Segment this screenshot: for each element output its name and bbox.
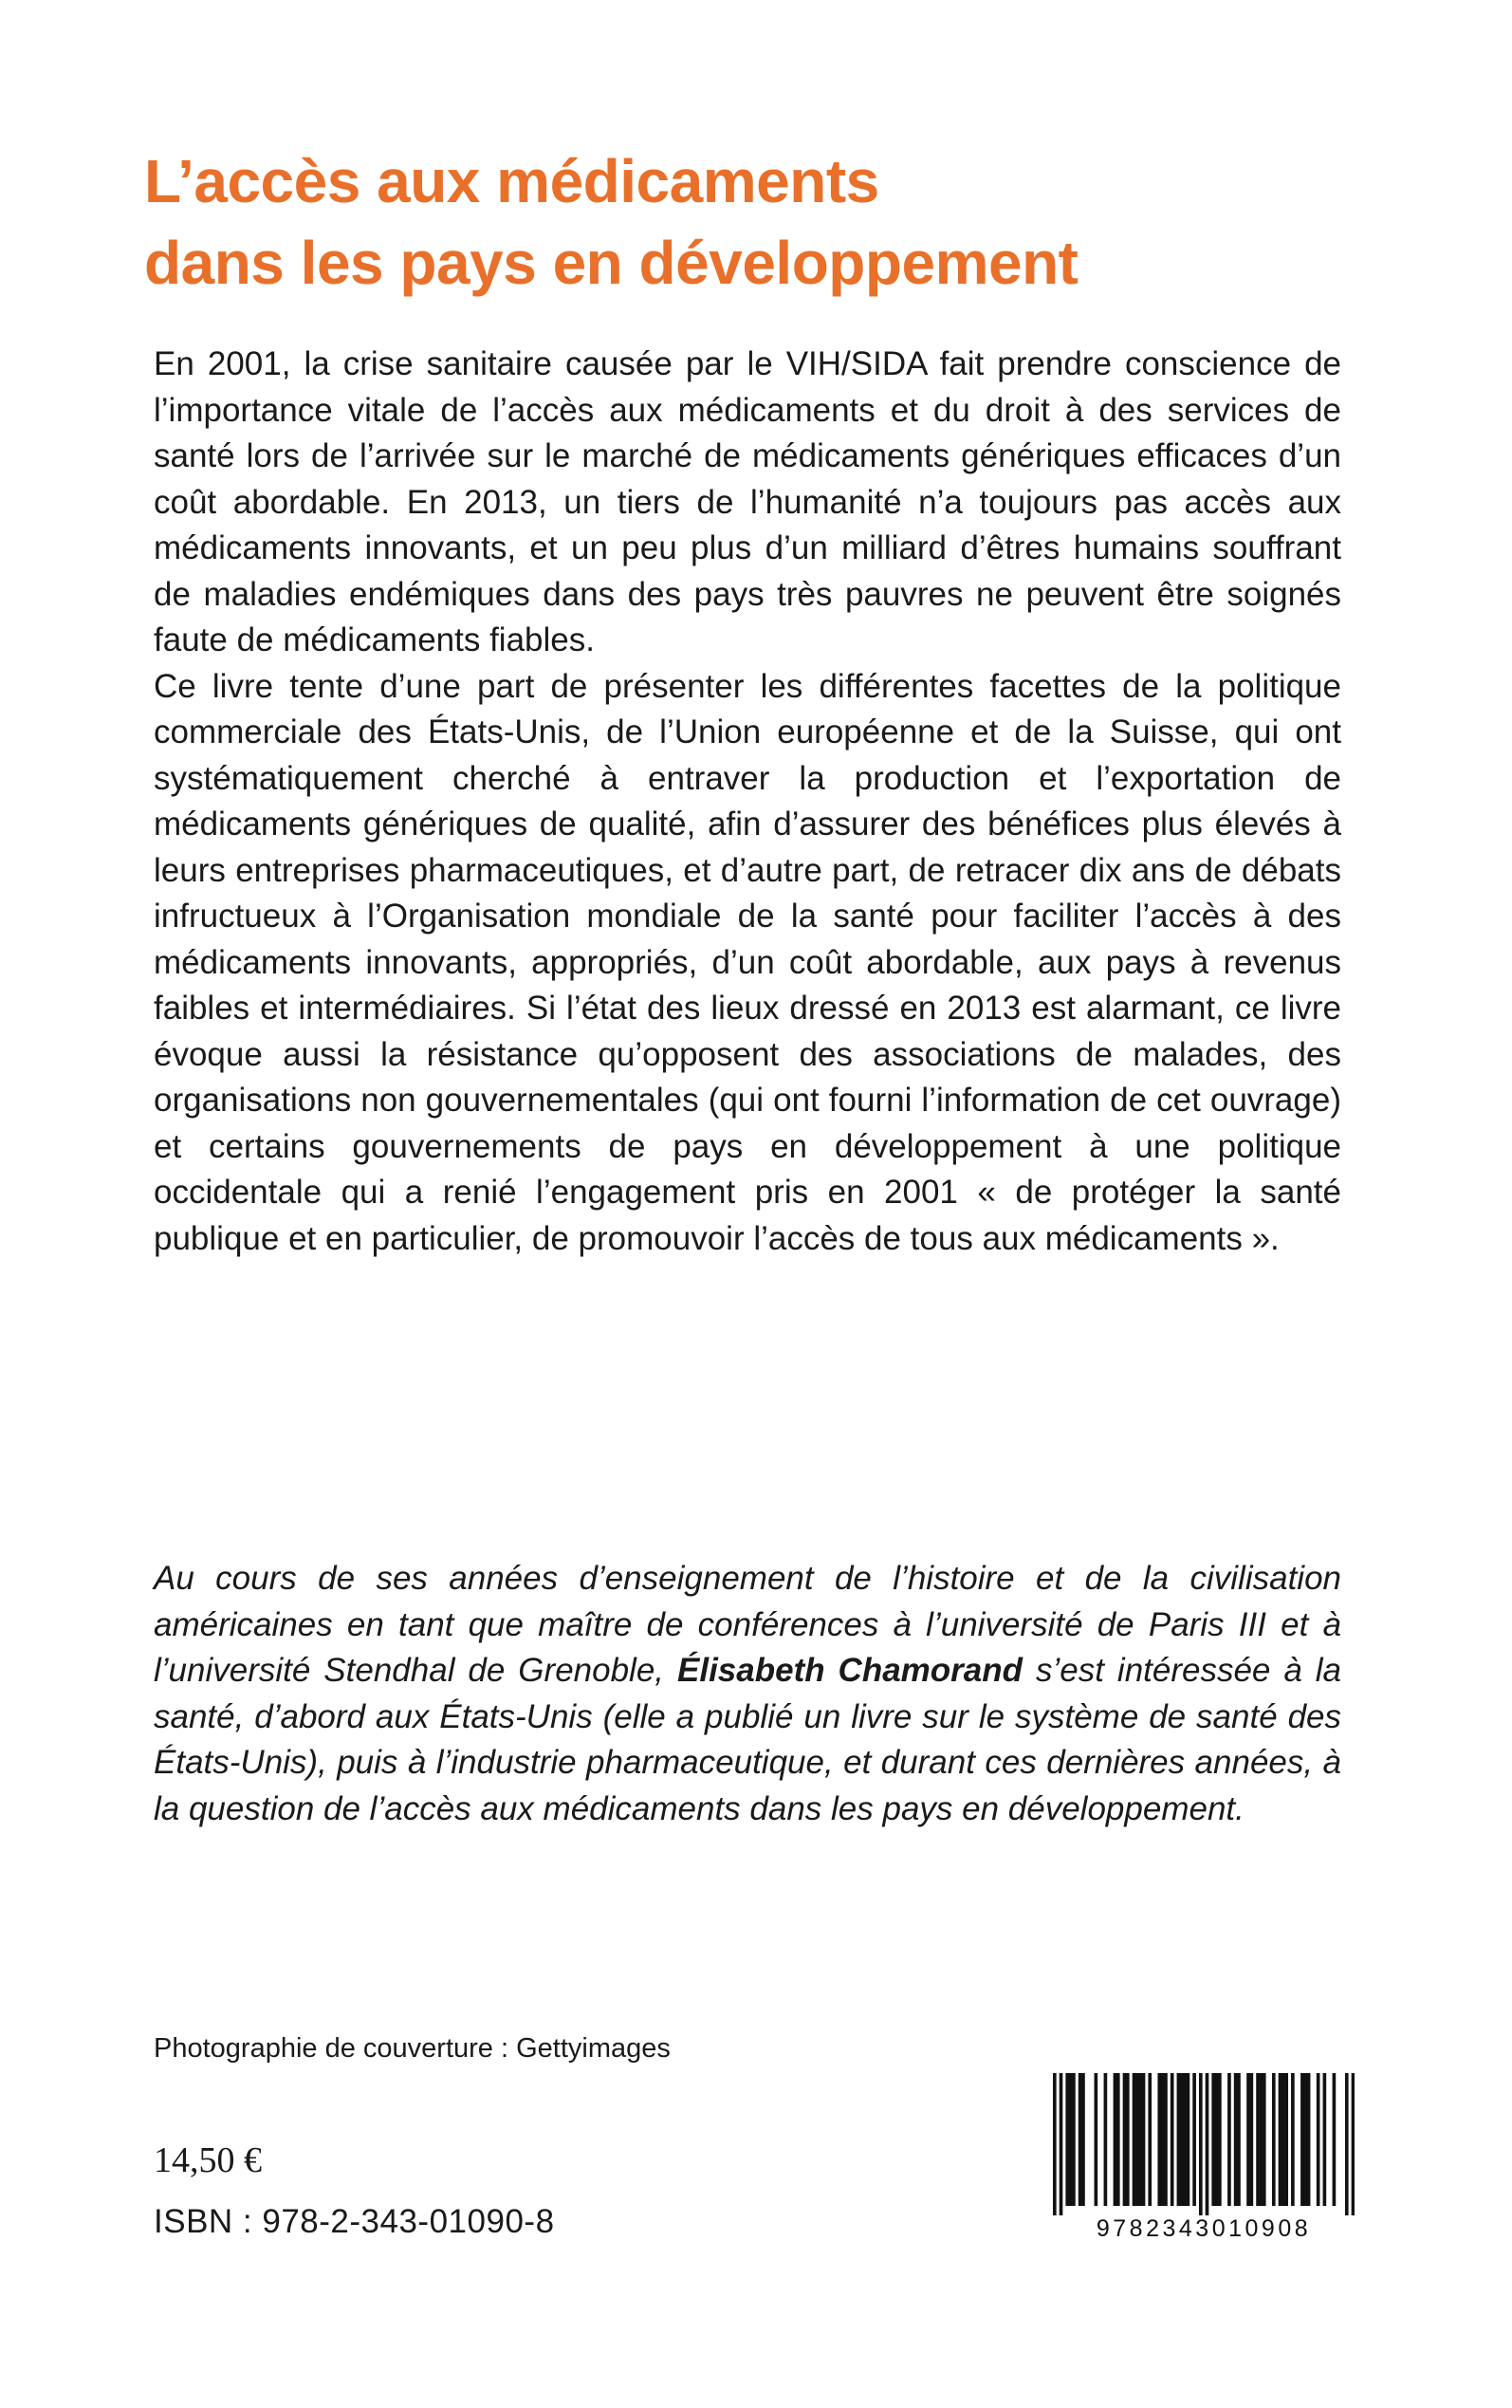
barcode-bar	[1171, 2073, 1174, 2206]
barcode-bar	[1284, 2073, 1288, 2206]
barcode-bar	[1303, 2073, 1307, 2206]
barcode-bar	[1069, 2073, 1073, 2206]
barcode-bar	[1300, 2073, 1304, 2206]
barcode-bar	[1164, 2073, 1168, 2206]
barcode-bar	[1114, 2073, 1117, 2206]
barcode-bar	[1126, 2073, 1130, 2206]
barcode-bar	[1079, 2073, 1082, 2206]
barcode-bar	[1250, 2073, 1254, 2206]
barcode-bar	[1272, 2073, 1276, 2206]
barcode-bar	[1161, 2073, 1165, 2206]
title-line-1: L’accès aux médicaments	[144, 147, 879, 215]
barcode-bar	[1199, 2073, 1203, 2215]
barcode-bar	[1345, 2073, 1349, 2215]
barcode-bar	[1206, 2073, 1209, 2215]
author-name: Élisabeth Chamorand	[677, 1652, 1023, 1689]
barcode-bar	[1183, 2073, 1187, 2206]
barcode-bar	[1215, 2073, 1219, 2206]
barcode-bar	[1095, 2073, 1098, 2206]
barcode-bar	[1060, 2073, 1063, 2215]
barcode-bar	[1180, 2073, 1184, 2206]
barcode-bar	[1333, 2073, 1337, 2206]
barcode-bar	[1157, 2073, 1161, 2206]
barcode-bar	[1072, 2073, 1076, 2206]
bio-text-after-name: s’est intéressée à la santé, d’abord aux États-Unis (elle a publié un livre sur le système de santé des États-Unis), puis à l’industrie pharmaceutique, et durant ces dernières années, à la question de l’accès aux médicaments dans les pays en développement.	[154, 1652, 1342, 1827]
barcode-bar	[1135, 2073, 1139, 2206]
photo-credit: Photographie de couverture : Gettyimages	[154, 2033, 671, 2064]
title-line-2: dans les pays en développement	[144, 229, 1079, 297]
barcode-bar	[1282, 2073, 1285, 2206]
barcode-bar	[1123, 2073, 1127, 2206]
barcode-bar	[1187, 2073, 1190, 2206]
barcode-bar	[1317, 2073, 1320, 2206]
barcode-bar	[1234, 2073, 1238, 2206]
author-bio	[154, 1556, 1341, 1832]
blurb-paragraph-2: Ce livre tente d’une part de présenter les différentes facettes de la politique commerciale des États-Unis, de l’Union européenne et de la Suisse, qui ont systématiquement cherché à entraver la production et l’exportation de médicaments génériques de qualité, afin d’assurer des bénéfices plus élevés à leurs entreprises pharmaceutiques, et d’autre part, de retracer dix ans de débats infructueux à l’Organisation mondiale de la santé pour faciliter l’accès à des médicaments innovants, appropriés, d’un coût abordable, aux pays à revenus faibles et intermédiaires. Si l’état des lieux dressé en 2013 est alarmant, ce livre évoque aussi la résistance qu’opposent des associations de malades, des organisations non gouvernementales (qui ont fourni l’information de cet ouvrage) et certains gouvernements de pays en développement à une politique occidentale qui a renié l’engagement pris en 2001 « de protéger la santé publique et en particulier, de promouvoir l’accès de tous aux médicaments ».	[154, 667, 1341, 1257]
barcode-bar	[1218, 2073, 1222, 2206]
blurb	[154, 342, 1341, 1262]
barcode-bar	[1065, 2073, 1069, 2206]
barcode-bar	[1256, 2073, 1260, 2206]
blurb-paragraph-1: En 2001, la crise sanitaire causée par le VIH/SIDA fait prendre conscience de l’importance vitale de l’accès aux médicaments et du droit à des services de santé lors de l’arrivée sur le marché de médicaments génériques efficaces d’un coût abordable. En 2013, un tiers de l’humanité n’a toujours pas accès aux médicaments innovants, et un peu plus d’un milliard d’êtres humains souffrant de maladies endémiques dans des pays très pauvres ne peuvent être soignés faute de médicaments fiables.	[154, 345, 1341, 658]
barcode-bar	[1133, 2073, 1136, 2206]
barcode-bar	[1081, 2073, 1085, 2206]
book-title	[144, 140, 1358, 304]
barcode-bar	[1148, 2073, 1152, 2206]
barcode-bar	[1307, 2073, 1311, 2206]
bio-text-before-name: Au cours de ses années d’enseignement de l’histoire et de la civilisation américaines en tant que maître de conférences à l’université de Paris III et à l’université Stendhal de Grenoble,	[154, 1560, 1341, 1689]
isbn: ISBN : 978-2-343-01090-8	[154, 2203, 555, 2240]
barcode-bar	[1279, 2073, 1282, 2206]
barcode-bar	[1260, 2073, 1263, 2206]
barcode	[1053, 2073, 1355, 2253]
barcode-bar	[1246, 2073, 1250, 2206]
barcode-bar	[1053, 2073, 1057, 2215]
barcode-bar	[1192, 2073, 1196, 2206]
barcode-bar	[1142, 2073, 1146, 2206]
barcode-bar	[1237, 2073, 1241, 2206]
barcode-bar	[1116, 2073, 1120, 2206]
barcode-bar	[1352, 2073, 1355, 2215]
barcode-bar	[1104, 2073, 1108, 2206]
barcode-bar	[1177, 2073, 1181, 2206]
barcode-bar	[1323, 2073, 1327, 2206]
barcode-bar	[1291, 2073, 1295, 2206]
barcode-bars	[1053, 2073, 1355, 2215]
price: 14,50 €	[154, 2140, 262, 2180]
barcode-bar	[1263, 2073, 1266, 2206]
barcode-digits: 9782343010908	[1096, 2215, 1312, 2242]
barcode-bar	[1227, 2073, 1231, 2206]
barcode-bar	[1138, 2073, 1142, 2206]
barcode-bar	[1211, 2073, 1215, 2206]
